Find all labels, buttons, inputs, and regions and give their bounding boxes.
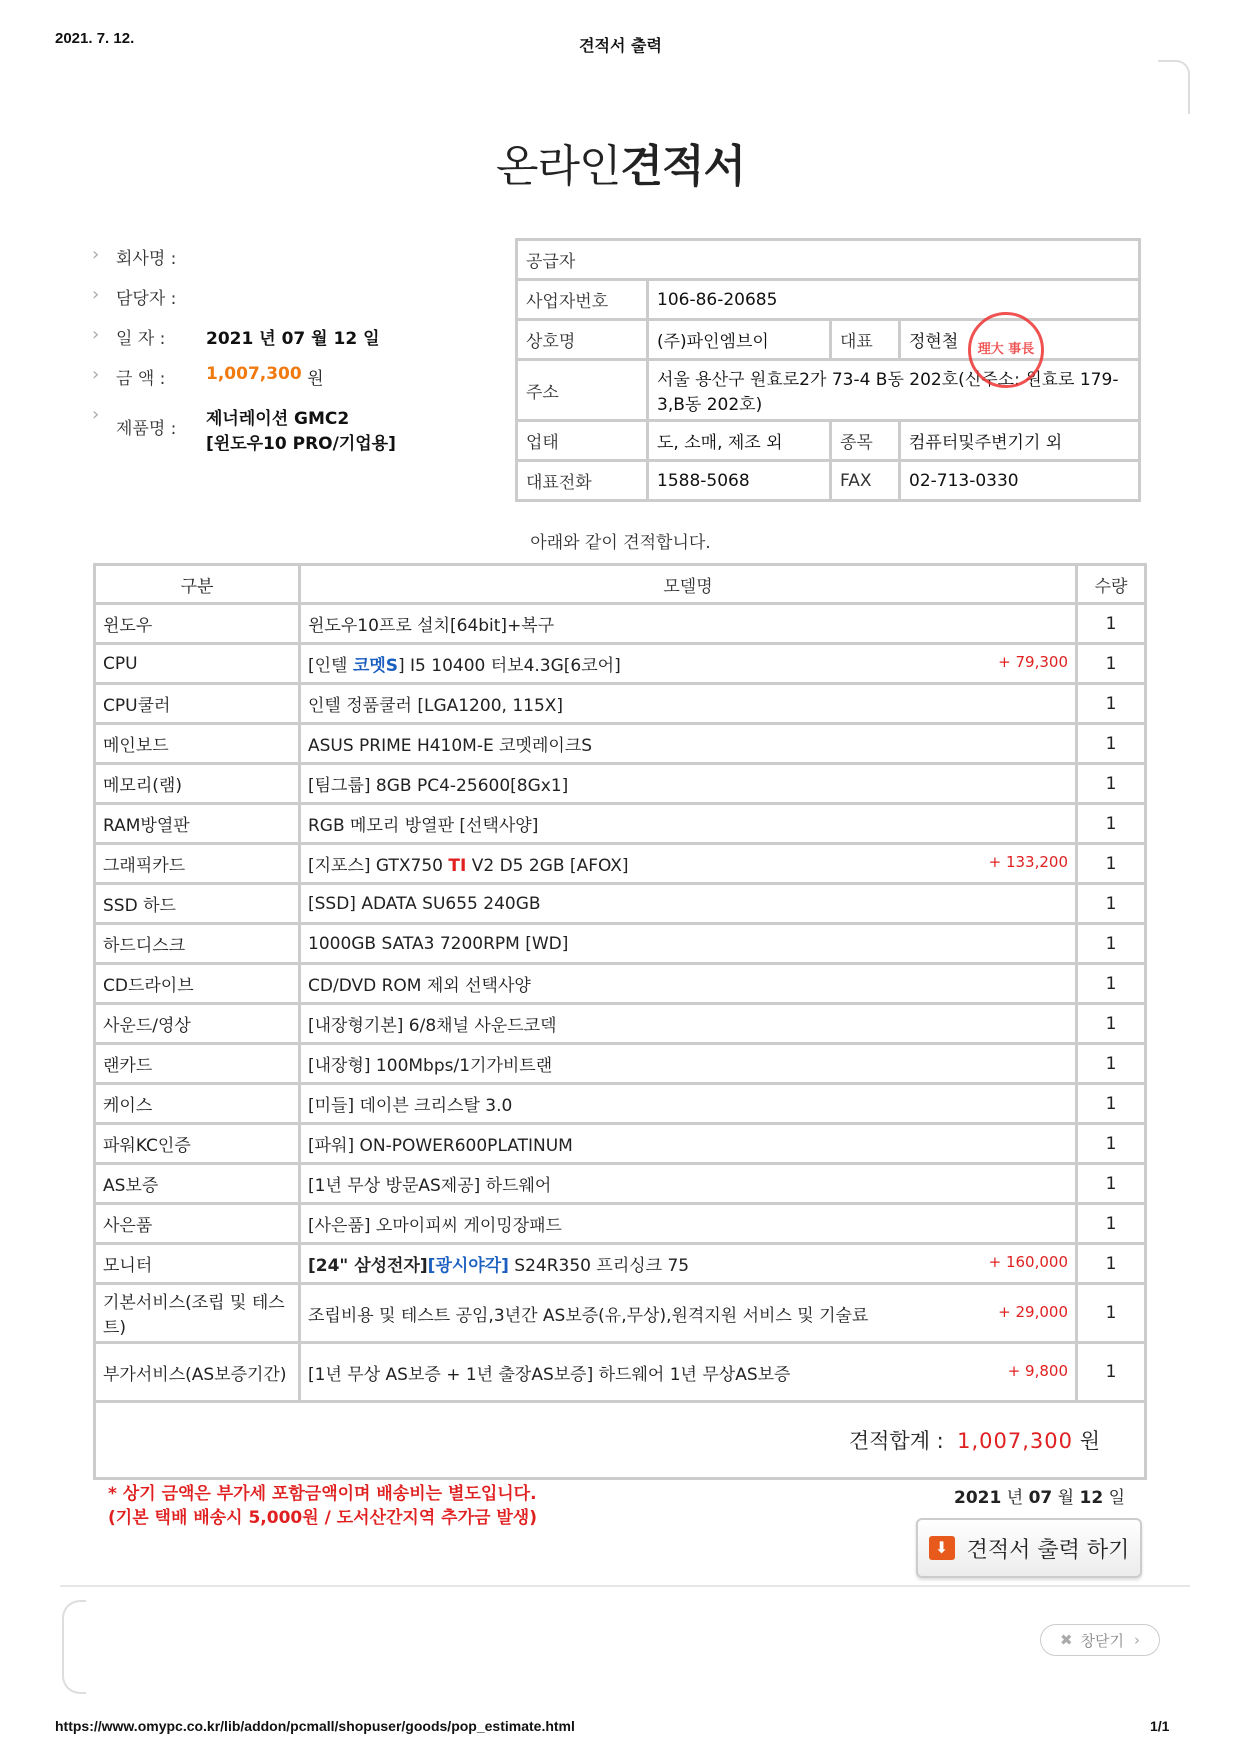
row-price: + 133,200 [988,853,1068,871]
row-quantity: 1 [1077,884,1146,924]
row-model: [팀그룹] 8GB PC4-25600[8Gx1] [300,764,1077,804]
row-category: 그래픽카드 [95,844,300,884]
row-price: + 79,300 [998,653,1068,671]
row-quantity: 1 [1077,1284,1146,1343]
row-category: 파워KC인증 [95,1124,300,1164]
row-model: + 79,300 [인텔 코멧S] I5 10400 터보4.3G[6코어] [300,644,1077,684]
row-model: RGB 메모리 방열판 [선택사양] [300,804,1077,844]
row-quantity: 1 [1077,964,1146,1004]
table-row [95,924,1146,964]
print-date: 2021. 7. 12. [55,30,135,47]
row-model: + 9,800 [1년 무상 AS보증 + 1년 출장AS보증] 하드웨어 1년 무상AS보증 [300,1343,1077,1402]
row-quantity: 1 [1077,764,1146,804]
row-category: 랜카드 [95,1044,300,1084]
row-model: + 160,000 [24" 삼성전자][광시야각] S24R350 프리싱크 75 [300,1244,1077,1284]
row-model: [1년 무상 방문AS제공] 하드웨어 [300,1164,1077,1204]
chevron-right-icon: › [92,364,100,385]
table-row [95,1044,1146,1084]
chevron-right-icon: › [1134,1631,1141,1649]
table-row [95,1284,1146,1343]
row-model: [SSD] ADATA SU655 240GB [300,884,1077,924]
table-row [95,964,1146,1004]
row-category: CD드라이브 [95,964,300,1004]
row-quantity: 1 [1077,1343,1146,1402]
row-model: CD/DVD ROM 제외 선택사양 [300,964,1077,1004]
frame-corner [1158,60,1190,114]
row-category: CPU [95,644,300,684]
chevron-right-icon: › [92,404,100,425]
row-category: 기본서비스(조립 및 테스트) [95,1284,300,1343]
row-quantity: 1 [1077,1204,1146,1244]
table-row [95,1343,1146,1402]
table-row [95,764,1146,804]
row-price: + 9,800 [1007,1361,1068,1380]
row-model: [파워] ON-POWER600PLATINUM [300,1124,1077,1164]
row-quantity: 1 [1077,924,1146,964]
row-model: + 133,200 [지포스] GTX750 TI V2 D5 2GB [AFOX] [300,844,1077,884]
row-quantity: 1 [1077,604,1146,644]
row-quantity: 1 [1077,724,1146,764]
row-quantity: 1 [1077,1244,1146,1284]
row-quantity: 1 [1077,1044,1146,1084]
table-row [95,1084,1146,1124]
estimate-date: 2021 년 07 월 12 일 [206,329,380,349]
row-category: 모니터 [95,1244,300,1284]
row-quantity: 1 [1077,1124,1146,1164]
row-category: SSD 하드 [95,884,300,924]
frame-bottom [60,1585,1190,1607]
row-category: 메인보드 [95,724,300,764]
row-quantity: 1 [1077,1004,1146,1044]
row-quantity: 1 [1077,804,1146,844]
estimate-table: 구분 모델명 수량 윈도우 윈도우10프로 설치[64bit]+복구 1 CPU + 79,300 [인텔 코멧S] I5 10400 터보4.3G[6코어] 1 CPU쿨러 인텔 정품쿨러 [LGA1200, 115X] 1 메인보드 ASUS PRIME H410M-E 코멧레이크S 1 메모리(램) [팀그룹] 8GB PC4-25600[8Gx1] 1 RAM방열판 RGB 메모리 방열판 [선택사양] 1 그래픽카드 + 133,200 [지포스] GTX750 TI V2 D5 2GB [AFOX] 1 SSD 하드 [SSD] ADATA SU655 240GB 1 하드디스크 1000GB SATA3 7200RPM [WD] 1 CD드라이브 CD/DVD ROM 제외 선택사양 1 사운드/영상 [내장형기본] 6/8채널 사운드코덱 1 랜카드 [내장형] 100Mbps/1기가비트랜 1 케이스 [미들] 데이븐 크리스탈 3.0 1 파워KC인증 [파워] ON-POWER600PLATINUM 1 AS보증 [1년 무상 방문AS제공] 하드웨어 1 사은품 [사은품] 오마이피씨 게이밍장패드 1 모니터 + 160,000 [24" 삼성전자][광시야각] S24R350 프리싱크 75 1 기본서비스(조립 및 테스트) + 29,000 조립비용 및 테스트 공임,3년간 AS보증(유,무상),원격지원 서비스 및 기술료 1 부가서비스(AS보증기간) + 9,800 [1년 무상 AS보증 + 1년 출장AS보증] 하드웨어 1년 무상AS보증 1 견적합계 : 1,007,300 원 [93,563,1147,1480]
row-category: 케이스 [95,1084,300,1124]
row-model: 1000GB SATA3 7200RPM [WD] [300,924,1077,964]
row-model: [내장형기본] 6/8채널 사운드코덱 [300,1004,1077,1044]
row-category: RAM방열판 [95,804,300,844]
row-model: + 29,000 조립비용 및 테스트 공임,3년간 AS보증(유,무상),원격지원 서비스 및 기술료 [300,1284,1077,1343]
table-row [95,844,1146,884]
row-category: 부가서비스(AS보증기간) [95,1343,300,1402]
table-row [95,684,1146,724]
print-title: 견적서 출력 [579,36,662,55]
chevron-right-icon: › [92,324,100,345]
row-quantity: 1 [1077,1164,1146,1204]
table-row [95,884,1146,924]
print-url: https://www.omypc.co.kr/lib/addon/pcmall/shopuser/goods/pop_estimate.html [55,1718,575,1734]
row-model: 윈도우10프로 설치[64bit]+복구 [300,604,1077,644]
bottom-date: 2021 년 07 월 12 일 [953,1488,1125,1508]
row-model: [내장형] 100Mbps/1기가비트랜 [300,1044,1077,1084]
row-category: 사은품 [95,1204,300,1244]
row-category: AS보증 [95,1164,300,1204]
row-model: [미들] 데이븐 크리스탈 3.0 [300,1084,1077,1124]
row-category: 메모리(램) [95,764,300,804]
table-row [95,1204,1146,1244]
company-seal: 理大 事長 [968,312,1044,388]
download-icon: ⬇ [929,1536,955,1560]
close-icon: ✖ [1059,1631,1073,1649]
row-category: 윈도우 [95,604,300,644]
page-title: 온라인견적서 [495,141,746,192]
row-model: ASUS PRIME H410M-E 코멧레이크S [300,724,1077,764]
table-row [95,644,1146,684]
table-row [95,804,1146,844]
row-category: 사운드/영상 [95,1004,300,1044]
row-category: 하드디스크 [95,924,300,964]
estimate-amount: 1,007,300 [206,364,302,384]
row-price: + 29,000 [998,1302,1068,1321]
supplier-table: 공급자 사업자번호 106-86-20685 상호명 (주)파인엠브이 대표 정현철 주소 서울 용산구 원효로2가 73-4 B동 202호(신주소: 원효로 179-3,B동 202호) 업태 도, 소매, 제조 외 종목 컴퓨터및주변기기 외 대표전화 1588-5068 FAX 02-713-0330 [515,238,1141,502]
chevron-right-icon: › [92,244,100,265]
row-quantity: 1 [1077,844,1146,884]
row-price: + 160,000 [988,1253,1068,1271]
row-quantity: 1 [1077,1084,1146,1124]
print-estimate-button[interactable]: ⬇ 견적서 출력 하기 [916,1518,1142,1578]
chevron-right-icon: › [92,284,100,305]
close-window-button[interactable]: ✖ 창닫기 › [1040,1624,1160,1656]
table-row [95,1124,1146,1164]
estimate-total: 견적합계 : 1,007,300 원 [95,1402,1146,1479]
product-name: 제너레이션 GMC2 [윈도우10 PRO/기업용] [206,409,396,454]
table-row [95,1244,1146,1284]
table-row [95,604,1146,644]
table-row [95,724,1146,764]
intro-text: 아래와 같이 견적합니다. [530,533,711,553]
table-row [95,1004,1146,1044]
notice: * 상기 금액은 부가세 포함금액이며 배송비는 별도입니다. (기본 택배 배송시 5,000원 / 도서산간지역 추가금 발생) [108,1484,537,1528]
frame-left [62,1600,86,1694]
row-model: 인텔 정품쿨러 [LGA1200, 115X] [300,684,1077,724]
row-quantity: 1 [1077,684,1146,724]
row-category: CPU쿨러 [95,684,300,724]
print-page: 1/1 [1150,1718,1170,1734]
row-quantity: 1 [1077,644,1146,684]
customer-info: › 회사명 : › 담당자 : › 일 자 : 2021 년 07 월 12 일 › 금 액 : 1,007,300 원 › 제품명 : 제너레이션 GMC2 [윈도우10 PRO/기업용] [92,244,396,454]
row-model: [사은품] 오마이피씨 게이밍장패드 [300,1204,1077,1244]
table-row [95,1164,1146,1204]
